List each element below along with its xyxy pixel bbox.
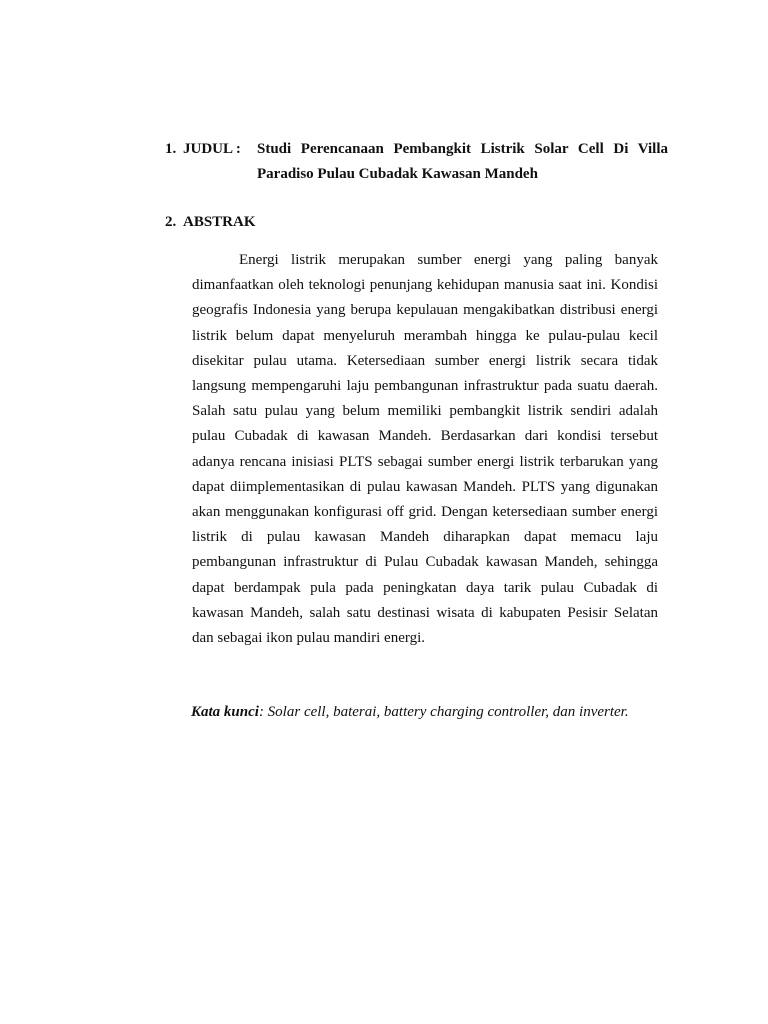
abstract-heading-label: ABSTRAK	[183, 214, 256, 230]
abstract-heading	[165, 211, 256, 233]
title-label: JUDUL :	[183, 141, 241, 157]
title-block	[165, 137, 668, 187]
abstract-body: Energi listrik merupakan sumber energi yang paling banyak dimanfaatkan oleh teknologi penunjang kehidupan manusia saat ini. Kondisi geografis Indonesia yang berupa kepulauan mengakibatkan distribusi energi listrik belum dapat menyeluruh merambah hingga ke pulau-pulau kecil disekitar pulau utama. Ketersediaan sumber energi listrik secara tidak langsung mempengaruhi laju pembangunan infrastruktur pada suatu daerah. Salah satu pulau yang belum memiliki pembangkit listrik sendiri adalah pulau Cubadak di kawasan Mandeh. Berdasarkan dari kondisi tersebut adanya rencana inisiasi PLTS sebagai sumber energi listrik terbarukan yang dapat diimplementasikan di pulau kawasan Mandeh. PLTS yang digunakan akan menggunakan konfigurasi off grid. Dengan ketersediaan sumber energi listrik di pulau kawasan Mandeh diharapkan dapat memacu laju pembangunan infrastruktur di Pulau Cubadak kawasan Mandeh, sehingga dapat berdampak pula pada peningkatan daya tarik pulau Cubadak di kawasan Mandeh, salah satu destinasi wisata di kabupaten Pesisir Selatan dan sebagai ikon pulau mandiri energi.	[192, 252, 658, 647]
title-row	[165, 137, 668, 162]
keywords-line	[191, 701, 671, 723]
title-text-line2: Paradiso Pulau Cubadak Kawasan Mandeh	[257, 166, 538, 182]
abstract-heading-number: 2.	[165, 214, 177, 230]
keywords-text: : Solar cell, baterai, battery charging controller, dan inverter.	[258, 704, 629, 720]
title-number: 1.	[165, 141, 177, 157]
keywords-label: Kata kunci	[191, 704, 259, 720]
title-text-line1: Studi Perencanaan Pembangkit Listrik Solar Cell Di Villa	[257, 141, 668, 157]
